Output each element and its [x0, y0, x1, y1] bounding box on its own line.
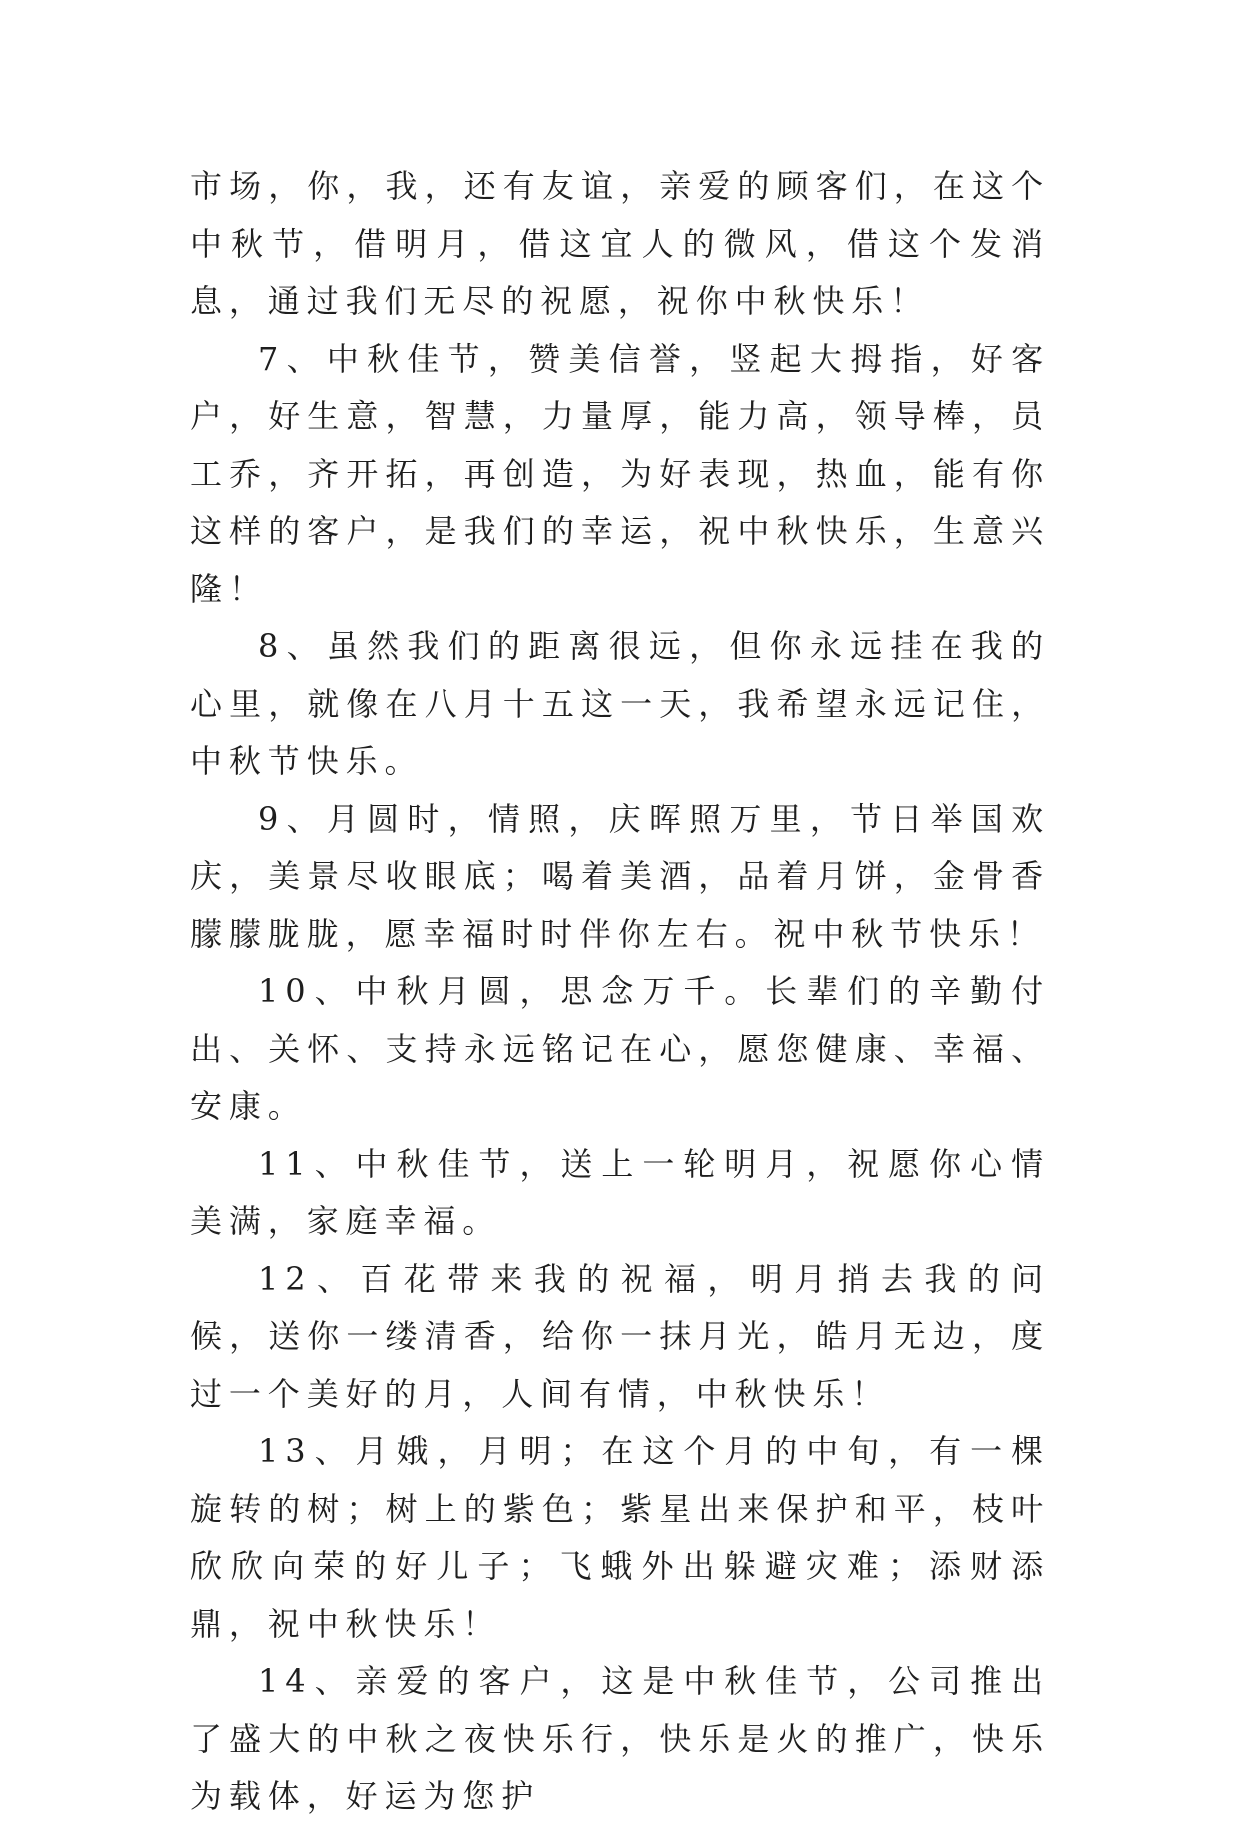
paragraph-item-9: 9、月圆时，情照，庆晖照万里，节日举国欢庆，美景尽收眼底；喝着美酒，品着月饼，金骨香朦朦胧胧，愿幸福时时伴你左右。祝中秋节快乐！	[190, 799, 1050, 953]
paragraph-item-13: 13、月娥，月明；在这个月的中旬，有一棵旋转的树；树上的紫色；紫星出来保护和平，枝叶欣欣向荣的好儿子；飞蛾外出躲避灾难；添财添鼎，祝中秋快乐！	[190, 1432, 1050, 1643]
paragraph-item-7: 7、中秋佳节，赞美信誉，竖起大拇指，好客户，好生意，智慧，力量厚，能力高，领导棒，员工乔，齐开拓，再创造，为好表现，热血，能有你这样的客户，是我们的幸运，祝中秋快乐，生意兴隆！	[190, 339, 1050, 608]
paragraph-item-10: 10、中秋月圆，思念万千。长辈们的辛勤付出、关怀、支持永远铭记在心，愿您健康、幸福、安康。	[190, 972, 1050, 1125]
document-body	[190, 158, 1050, 1826]
paragraph-item-14: 14、亲爱的客户，这是中秋佳节，公司推出了盛大的中秋之夜快乐行，快乐是火的推广，快乐为载体，好运为您护	[190, 1662, 1050, 1815]
paragraph-item-11: 11、中秋佳节，送上一轮明月，祝愿你心情美满，家庭幸福。	[190, 1144, 1050, 1240]
paragraph-item-12: 12、百花带来我的祝福，明月捎去我的问候，送你一缕清香，给你一抹月光，皓月无边，度过一个美好的月，人间有情，中秋快乐！	[190, 1259, 1050, 1413]
paragraph-continuation: 市场，你，我，还有友谊，亲爱的顾客们，在这个中秋节，借明月，借这宜人的微风，借这个发消息，通过我们无尽的祝愿，祝你中秋快乐！	[190, 167, 1050, 320]
paragraph-item-8: 8、虽然我们的距离很远，但你永远挂在我的心里，就像在八月十五这一天，我希望永远记住，中秋节快乐。	[190, 627, 1050, 780]
